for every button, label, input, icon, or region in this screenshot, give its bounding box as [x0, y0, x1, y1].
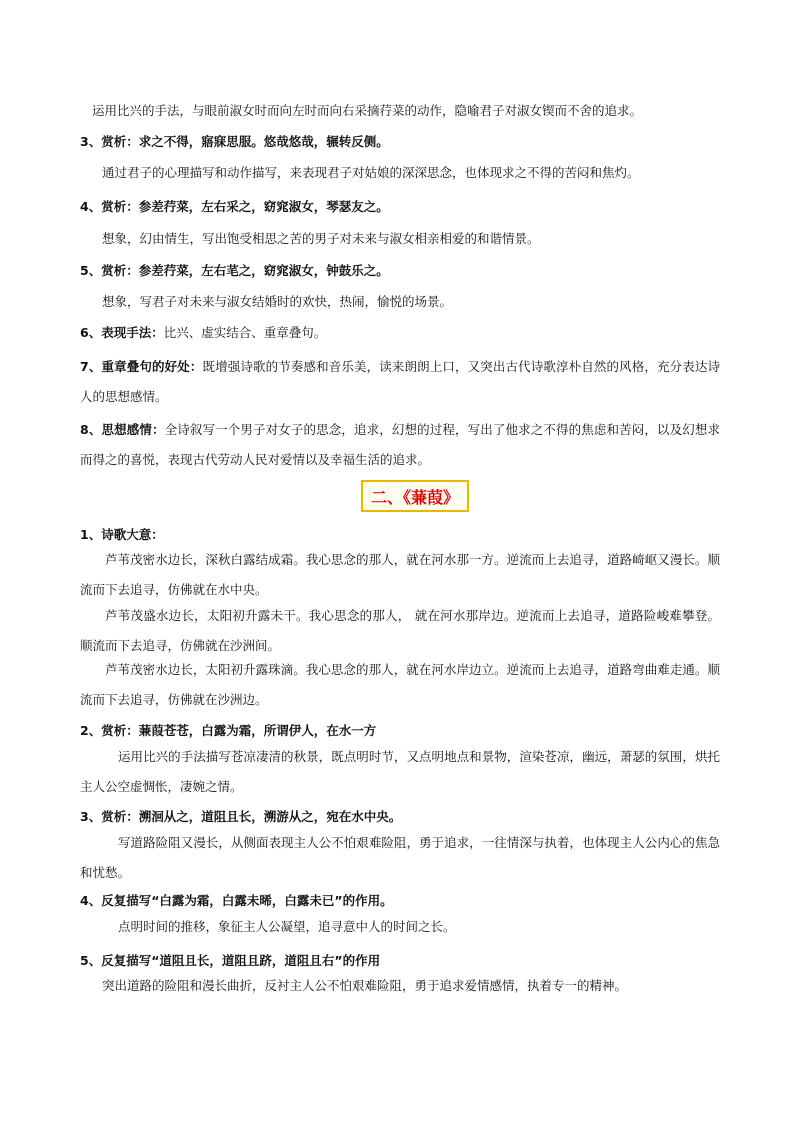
paragraph-intro: 运用比兴的手法，与眼前淑女时而向左时而向右采摘荇菜的动作，隐喻君子对淑女锲而不舍的追求。	[92, 103, 643, 118]
heading-label: 2、赏析：	[80, 723, 139, 738]
paragraph-text: 全诗叙写一个男子对女子的思念，追求，幻想的过程，写出了他求之不得的焦虑和苦闷，以及幻想求而得之的喜悦，表现古代劳动人民对爱情以及幸福生活的追求。	[80, 422, 720, 467]
paragraph-jianjia-2: 运用比兴的手法描写苍凉凄清的秋景，既点明时节，又点明地点和景物，渲染苍凉，幽远，萧瑟的氛围，烘托主人公空虚惆怅，凄婉之情。	[80, 749, 720, 794]
heading-label: 3、赏析：	[80, 134, 139, 149]
paragraph-text: 既增强诗歌的节奏感和音乐美，读来朗朗上口，又突出古代诗歌淳朴自然的风格，充分表达诗人的思想感情。	[80, 359, 720, 404]
heading-label: 8、思想感情：	[80, 422, 165, 437]
heading-thoughts-emotions	[80, 415, 720, 475]
paragraph-meaning-3: 芦苇茂密水边长，太阳初升露珠滴。我心思念的那人，就在河水岸边立。逆流而上去追寻，道路弯曲难走通。顺流而下去追寻，仿佛就在沙洲边。	[80, 662, 720, 707]
heading-appreciation-3	[80, 127, 389, 157]
heading-appreciation-5	[80, 256, 389, 286]
paragraph-jianjia-3: 写道路险阻又漫长，从侧面表现主人公不怕艰难险阻，勇于追求，一往情深与执着，也体现主人公内心的焦急和忧愁。	[80, 835, 720, 880]
section-title: 二、《蒹葭》	[370, 487, 459, 507]
heading-label: 4、赏析：	[80, 199, 139, 214]
paragraph-jianjia-5: 突出道路的险阻和漫长曲折，反衬主人公不怕艰难险阻，勇于追求爱情感情，执着专一的精神。	[102, 978, 628, 993]
heading-poem-meaning: 1、诗歌大意：	[80, 527, 164, 542]
heading-text: 溯洄从之，道阻且长，溯游从之，宛在水中央。	[138, 809, 402, 824]
heading-text: 蒹葭苍苍，白露为霜，所谓伊人，在水一方	[138, 723, 377, 738]
paragraph-5: 想象，写君子对未来与淑女结婚时的欢快，热闹，愉悦的场景。	[102, 294, 453, 309]
heading-text: 参差荇菜，左右采之，窈窕淑女，琴瑟友之。	[138, 199, 389, 214]
paragraph-meaning-1: 芦苇茂密水边长，深秋白露结成霜。我心思念的那人，就在河水那一方。逆流而上去追寻，道路崎岖又漫长。顺流而下去追寻，仿佛就在水中央。	[80, 552, 720, 597]
paragraph-3: 通过君子的心理描写和动作描写，来表现君子对姑娘的深深思念，也体现求之不得的苦闷和焦灼。	[102, 165, 640, 180]
heading-jianjia-4: 4、反复描写“白露为霜，白露未晞，白露未已”的作用。	[80, 893, 393, 908]
heading-appreciation-4	[80, 192, 389, 222]
heading-label: 7、重章叠句的好处：	[80, 359, 203, 374]
section-title-box	[361, 480, 469, 512]
heading-text: 比兴、虚实结合、重章叠句。	[163, 325, 327, 340]
paragraph-4: 想象，幻由情生，写出饱受相思之苦的男子对未来与淑女相亲相爱的和谐情景。	[102, 231, 540, 246]
heading-repetition-benefits	[80, 352, 720, 412]
paragraph-meaning-2: 芦苇茂盛水边长，太阳初升露未干。我心思念的那人， 就在河水那岸边。逆流而上去追寻，道路险峻难攀登。顺流而下去追寻，仿佛就在沙洲间。	[80, 608, 720, 653]
heading-jianjia-5: 5、反复描写“道阻且长，道阻且跻，道阻且右”的作用	[80, 953, 381, 968]
heading-label: 6、表现手法：	[80, 325, 164, 340]
heading-techniques	[80, 318, 326, 348]
heading-label: 3、赏析：	[80, 809, 139, 824]
heading-label: 5、赏析：	[80, 263, 139, 278]
heading-text: 参差荇菜，左右芼之，窈窕淑女，钟鼓乐之。	[138, 263, 389, 278]
heading-text: 求之不得，寤寐思服。悠哉悠哉，辗转反侧。	[138, 134, 389, 149]
paragraph-jianjia-4: 点明时间的推移，象征主人公凝望，追寻意中人的时间之长。	[118, 919, 456, 934]
